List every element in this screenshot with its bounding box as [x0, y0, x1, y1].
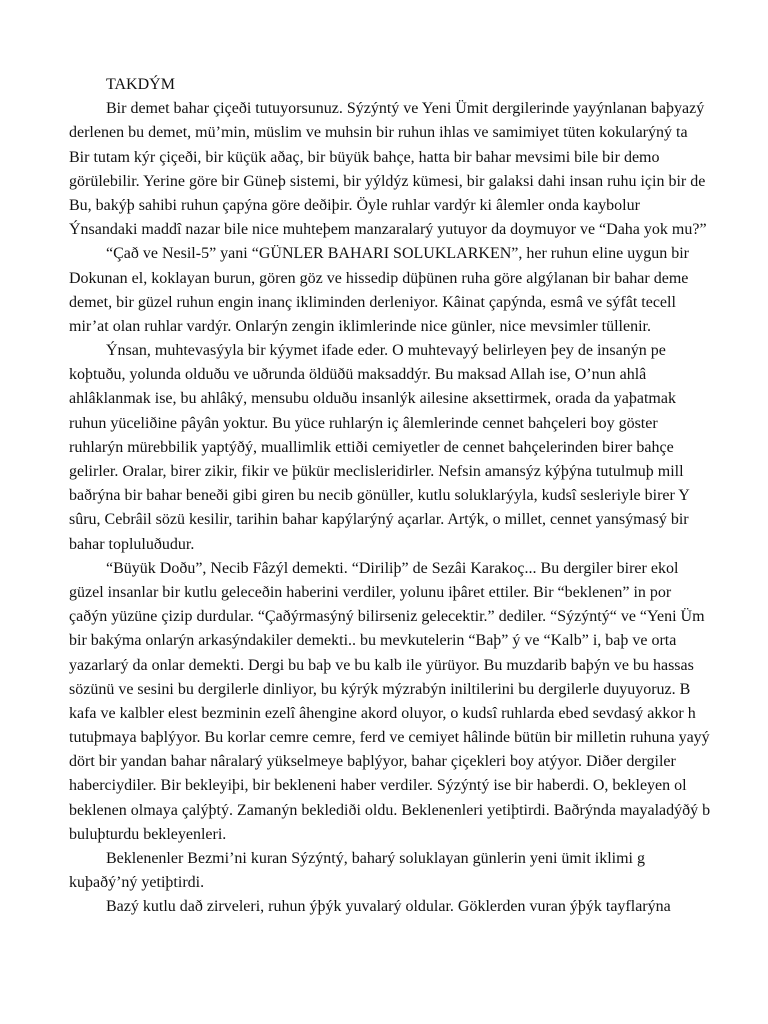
text-line: haberciydiler. Bir bekleyiþi, bir bekleneni haber verdiler. Sýzýntý ise bir haberdi. O, bekleyen ol — [69, 777, 687, 795]
text-line: güzel insanlar bir kutlu geleceðin haberini verdiler, yolunu iþâret ettiler. Bir “beklenen” in por — [69, 583, 672, 601]
text-line: ahlâklanmak ise, bu ahlâký, mensubu olduðu insanlýk ailesine aksettirmek, orada da yaþatmak — [69, 390, 676, 408]
text-line: Bir demet bahar çiçeði tutuyorsunuz. Sýzýntý ve Yeni Ümit dergilerinde yayýnlanan baþyazý — [106, 100, 705, 118]
text-line: çaðýn yüzüne çizip durdular. “Çaðýrmasýný bilirseniz gelecektir.” dediler. “Sýzýntý“ ve “Yeni Üm — [69, 608, 705, 626]
text-line: gelirler. Oralar, birer zikir, fikir ve þükür meclisleridirler. Nefsin amansýz kýþýna tutulmuþ mill — [69, 463, 684, 480]
text-line: Bu, bakýþ sahibi ruhun çapýna göre deðiþir. Öyle ruhlar vardýr ki âlemler onda kaybolur — [69, 196, 640, 214]
text-line: sözünü ve sesini bu dergilerle dinliyor, bu kýrýk mýzrabýn iniltilerini bu dergilerle duyuyoruz. B — [69, 680, 691, 698]
text-line: Bazý kutlu dað zirveleri, ruhun ýþýk yuvalarý oldular. Göklerden vuran ýþýk tayflarýna — [106, 898, 671, 916]
text-line: Ýnsandaki maddî nazar bile nice muhteþem manzaralarý yutuyor da doymuyor ve “Daha yok mu?” — [69, 221, 707, 239]
text-line: yazarlarý da onlar demekti. Dergi bu baþ ve bu kalb ile yürüyor. Bu muzdarib baþýn ve bu hassas — [69, 656, 694, 674]
text-line: kafa ve kalbler elest bezminin ezelî âhengine akord oluyor, o kudsî ruhlarda ebed sevdasý akkor h — [69, 704, 696, 722]
text-line: “Çað ve Nesil-5” yani “GÜNLER BAHARI SOLUKLARKEN”, her ruhun eline uygun bir — [106, 245, 689, 263]
text-line: kuþaðý’ný yetiþtirdi. — [69, 874, 205, 892]
text-line: Ýnsan, muhtevasýyla bir kýymet ifade eder. O muhtevayý belirleyen þey de insanýn pe — [106, 342, 666, 360]
text-line: baðrýna bir bahar beneði gibi giren bu necib gönüller, kutlu soluklarýyla, kudsî sesleriyle birer Y — [69, 487, 690, 505]
text-line: bir bakýma onlarýn arkasýndakiler demekti.. bu mevkutelerin “Baþ” ý ve “Kalb” i, baþ ve orta — [69, 632, 677, 650]
text-line: koþtuðu, yolunda olduðu ve uðrunda öldüðü maksaddýr. Bu maksad Allah ise, O’nun ahlâ — [69, 366, 647, 384]
text-line: bahar topluluðudur. — [69, 535, 195, 553]
text-line: tutuþmaya baþlýyor. Bu korlar cemre cemre, ferd ve cemiyet hâlinde bütün bir milletin ruhuna yayý — [69, 729, 710, 747]
text-line: dört bir yandan bahar nâralarý yükselmeye baþlýyor, bahar çiçekleri boy atýyor. Diðer dergiler — [69, 753, 676, 771]
text-line: demet, bir güzel ruhun engin inanç ikliminden derleniyor. Kâinat çapýnda, esmâ ve sýfât tecell — [69, 293, 676, 311]
text-line: Beklenenler Bezmi’ni kuran Sýzýntý, baharý soluklayan günlerin yeni ümit iklimi g — [106, 850, 645, 867]
text-line: sûru, Cebrâil sözü kesilir, tarihin bahar kapýlarýný açarlar. Artýk, o millet, cennet yansýmasý bir — [69, 511, 689, 529]
text-line: derlenen bu demet, mü’min, müslim ve muhsin bir ruhun ihlas ve samimiyet tüten kokularýný ta — [69, 124, 688, 142]
text-line: ruhun yüceliðine pâyân yoktur. Bu yüce ruhlarýn iç âlemlerinde cennet bahçeleri boy göster — [69, 414, 658, 432]
document-heading: TAKDÝM — [106, 76, 175, 93]
document-body — [69, 73, 768, 920]
text-line: mir’at olan ruhlar vardýr. Onlarýn zengin iklimlerinde nice günler, nice mevsimler tüllenir. — [69, 317, 651, 335]
text-line: ruhlarýn mürebbilik yaptýðý, muallimlik ettiði cemiyetler de cennet bahçelerinden birer bahçe — [69, 438, 674, 456]
text-line: “Büyük Doðu”, Necib Fâzýl demekti. “Diriliþ” de Sezâi Karakoç... Bu dergiler birer ekol — [106, 559, 679, 577]
text-line: beklenen olmaya çalýþtý. Zamanýn beklediði oldu. Beklenenleri yetiþtirdi. Baðrýnda mayaladýðý b — [69, 801, 711, 819]
text-line: Bir tutam kýr çiçeði, bir küçük aðaç, bir büyük bahçe, hatta bir bahar mevsimi bile bir demo — [69, 148, 660, 166]
text-line: görülebilir. Yerine göre bir Güneþ sistemi, bir yýldýz kümesi, bir galaksi dahi insan ruhu için bir de — [69, 172, 706, 190]
text-line: buluþturdu bekleyenleri. — [69, 825, 227, 843]
text-line: Dokunan el, koklayan burun, gören göz ve hissedip düþünen ruha göre algýlanan bir bahar deme — [69, 269, 689, 287]
